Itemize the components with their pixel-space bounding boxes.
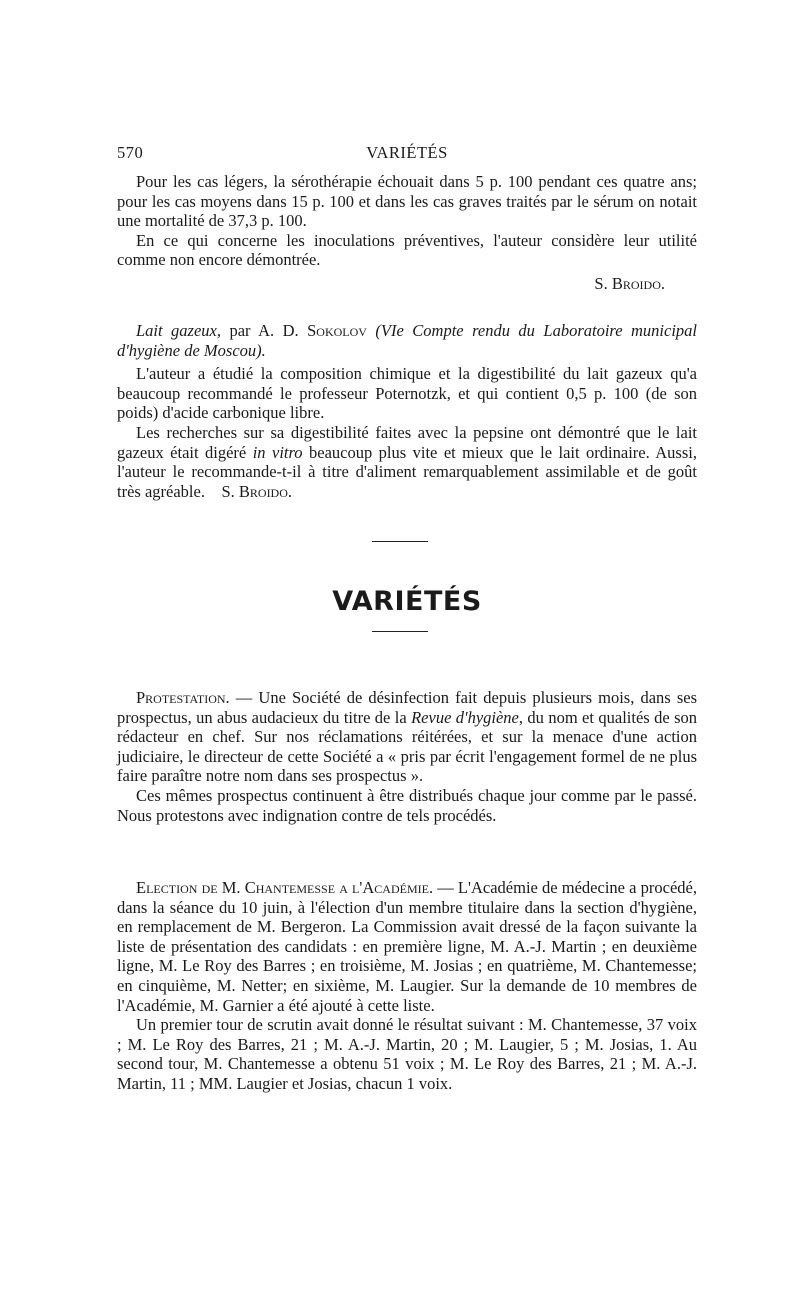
paragraph-label: Election de M. Chantemesse a l'Académie.: [136, 878, 434, 897]
running-title: VARIÉTÉS: [366, 143, 448, 162]
paragraph-label: Protestation.: [136, 688, 230, 707]
signature-name: Broido.: [238, 481, 293, 501]
title-underline: [372, 631, 428, 632]
text-run: — Une Société de désinfection fait depuis plusieurs mois, dans ses prospectus, un abus audacieux du titre de la: [117, 688, 697, 727]
text-run-italic: Revue d'hygiène: [411, 707, 519, 727]
signature: [117, 274, 697, 294]
paragraph: Pour les cas légers, la sérothérapie échouait dans 5 p. 100 pendant ces quatre ans; pour les cas moyens dans 15 p. 100 et dans les cas graves traités par le sérum on notait une mortalité de 37,3 p. 100.: [117, 172, 697, 231]
paragraph: Ces mêmes prospectus continuent à être distribués chaque jour comme par le passé. Nous protestons avec indignation contre de tels procédés.: [117, 785, 697, 825]
paragraph: En ce qui concerne les inoculations préventives, l'auteur considère leur utilité comme non encore démontrée.: [117, 230, 697, 270]
paragraph: [117, 423, 697, 501]
section-lait-gazeux: [117, 321, 697, 501]
article-byline: par A. D.: [221, 321, 308, 340]
text-run-italic: in vitro: [252, 442, 303, 462]
section-protestation: [117, 688, 697, 825]
signature-initial: S.: [221, 481, 239, 501]
section-title: VARIÉTÉS: [332, 586, 482, 617]
signature-initial: S.: [594, 273, 612, 293]
paragraph: [117, 688, 697, 786]
separator-rule: [372, 541, 428, 542]
article-title: Lait gazeux,: [136, 321, 222, 340]
paragraph: L'auteur a étudié la composition chimique et la digestibilité du lait gazeux qu'a beaucoup recommandé le professeur Poternotzk, et qui contient 0,5 p. 100 (de son poids) d'acide carbonique libre.: [117, 364, 697, 423]
text-run: — L'Académie de médecine a procédé, dans la séance du 10 juin, à l'élection d'un membre titulaire dans la section d'hygiène, en remplacement de M. Bergeron. La Commission avait dressé de la façon suivante la liste de présentation des candidats : en première ligne, M. A.-J. Martin ; en deuxième ligne, M. Le Roy des Barres ; en troisième, M. Josias ; en quatrième, M. Chantemesse; en cinquième, M. Netter; en sixième, M. Laugier. Sur la demande de 10 membres de l'Académie, M. Garnier a été ajouté à cette liste.: [117, 878, 697, 1015]
article-heading: [117, 321, 697, 360]
section-serotherapie: [117, 172, 697, 294]
paragraph: [117, 878, 697, 1015]
page-number: 570: [117, 143, 144, 162]
text-run: beaucoup plus vite et mieux que le lait ordinaire. Aussi, l'auteur le recommande-t-il à titre d'aliment remarquablement assimilable et de goût très agréable.: [117, 442, 697, 501]
article-source: (VIe Compte rendu du Laboratoire municipal d'hygiène de Moscou).: [117, 321, 697, 360]
section-election: [117, 878, 697, 1094]
text-run: , du nom et qualités de son rédacteur en chef. Sur nos réclamations réitérées, et sur la menace d'une action judiciaire, le directeur de cette Société a « pris par écrit l'engagement formel de ne plus faire paraître notre nom dans ses prospectus ».: [117, 707, 697, 786]
running-head: [117, 143, 697, 167]
text-run: Les recherches sur sa digestibilité faites avec la pepsine ont démontré que le lait gazeux était digéré: [117, 422, 697, 462]
article-author: Sokolov: [307, 321, 367, 340]
paragraph: Un premier tour de scrutin avait donné le résultat suivant : M. Chantemesse, 37 voix ; M. Le Roy des Barres, 21 ; M. A.-J. Martin, 20 ; M. Laugier, 5 ; M. Josias, 1. Au second tour, M. Chantemesse a obtenu 51 voix ; M. Le Roy des Barres, 21 ; M. A.-J. Martin, 11 ; MM. Laugier et Josias, chacun 1 voix.: [117, 1015, 697, 1093]
signature-name: Broido.: [611, 273, 665, 293]
